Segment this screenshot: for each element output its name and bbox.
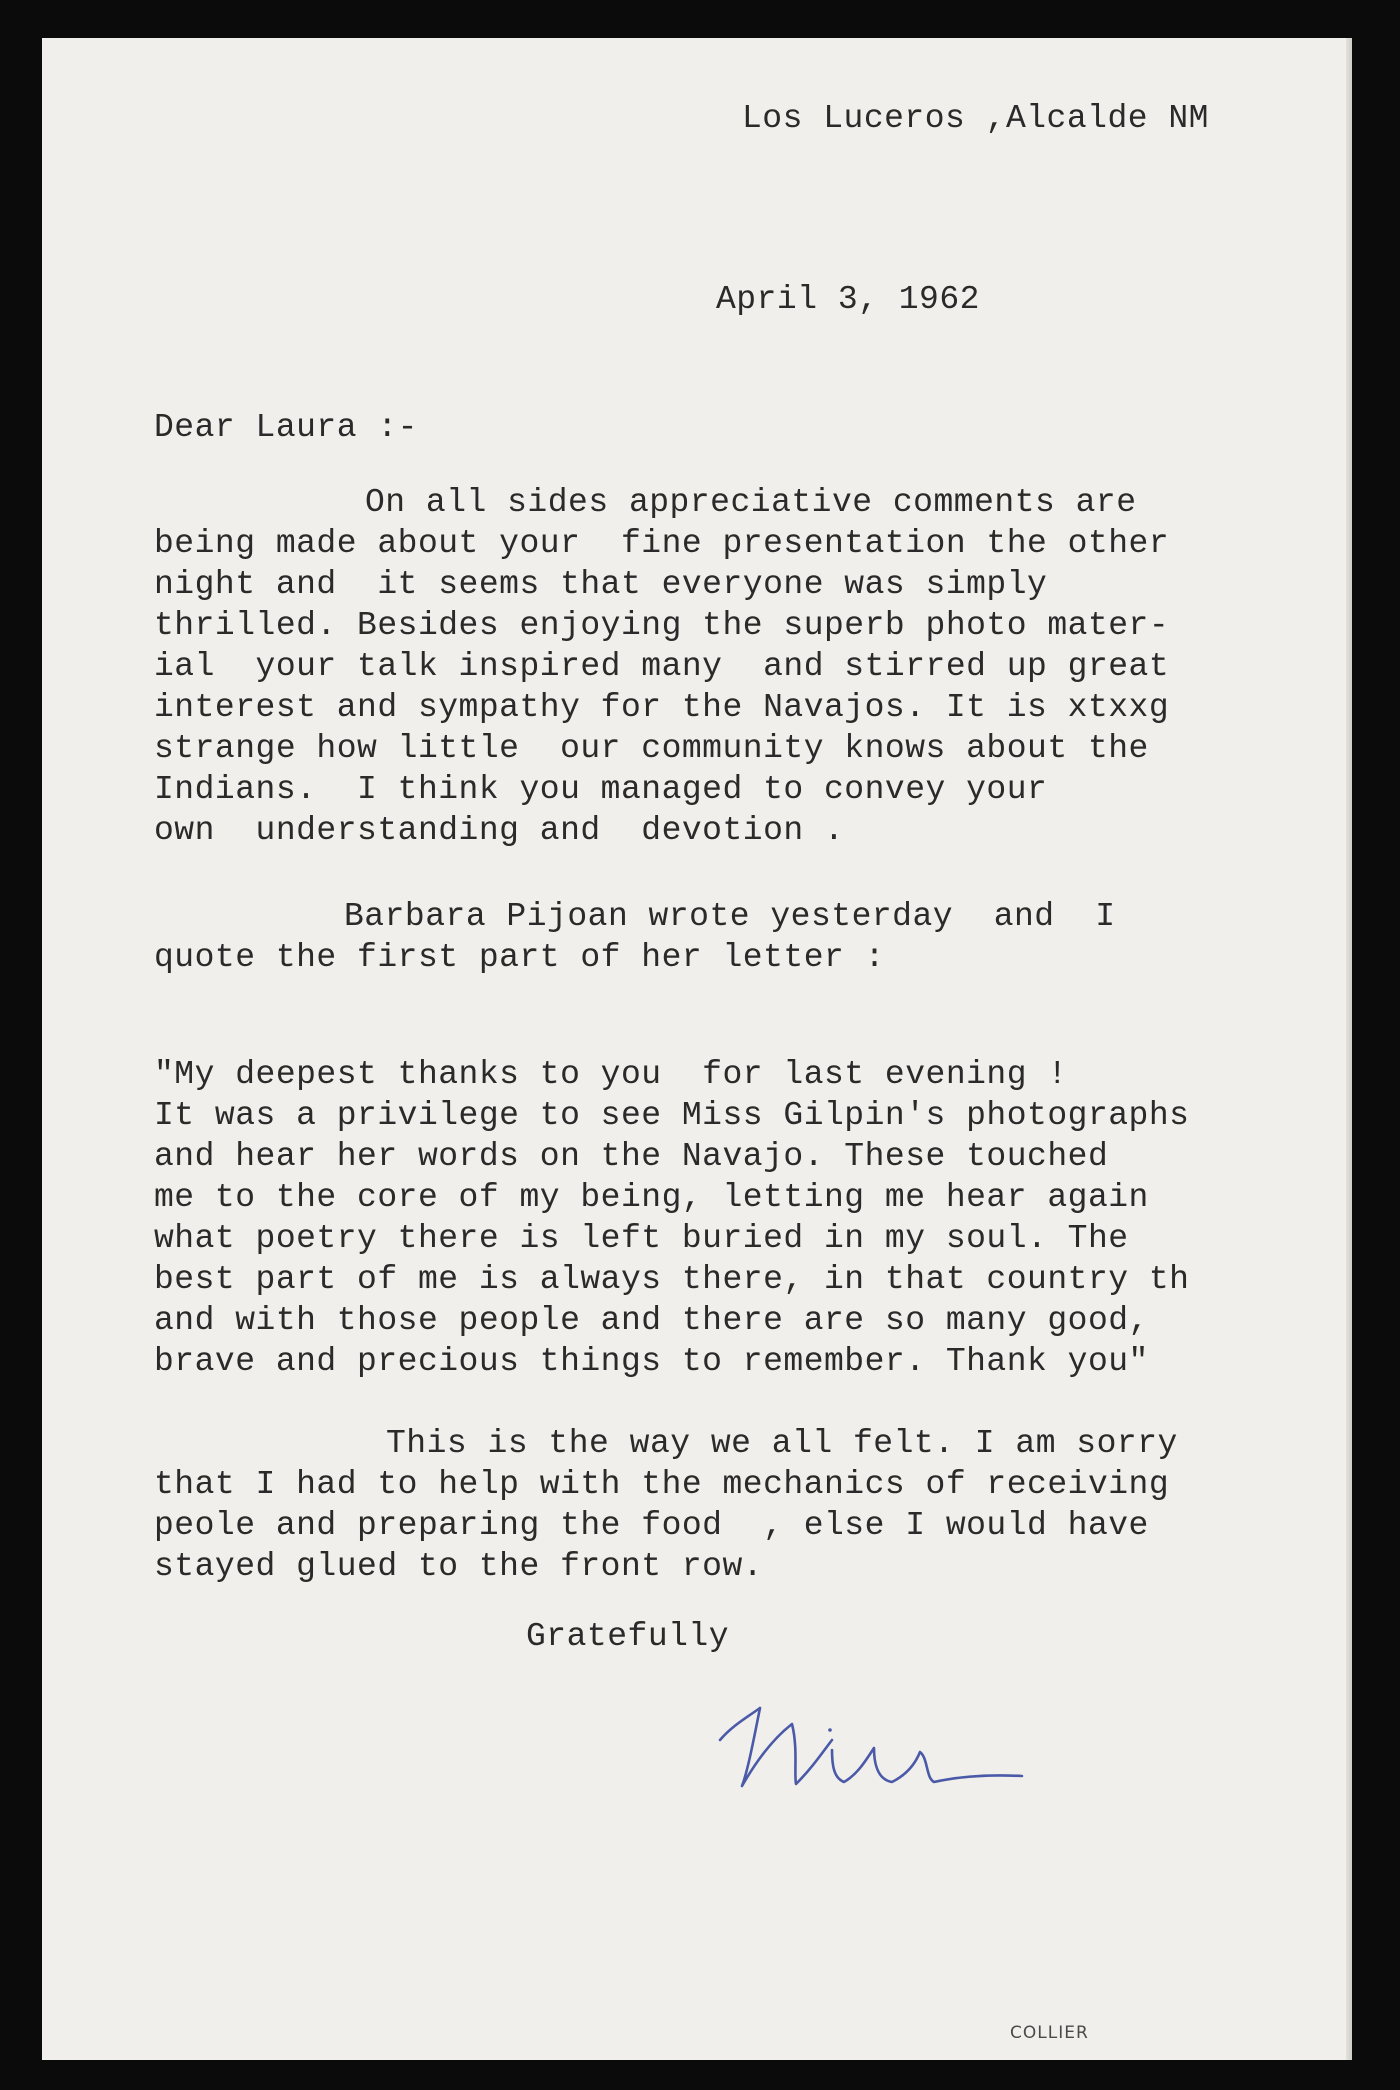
paragraph-line: quote the first part of her letter : <box>154 939 885 976</box>
paragraph-line: Barbara Pijoan wrote yesterday and I <box>344 898 1116 935</box>
paragraph-line: own understanding and devotion . <box>154 812 845 849</box>
quote-line: what poetry there is left buried in my soul. The <box>154 1220 1129 1257</box>
paragraph-line: that I had to help with the mechanics of receiving <box>154 1466 1170 1503</box>
date-line: April 3, 1962 <box>716 281 980 318</box>
closing: Gratefully <box>526 1618 730 1655</box>
quote-line: "My deepest thanks to you for last evening ! <box>154 1056 1068 1093</box>
paragraph-line: interest and sympathy for the Navajos. It is xtxxg <box>154 689 1170 726</box>
quote-line: It was a privilege to see Miss Gilpin's photographs <box>154 1097 1190 1134</box>
quote-line: me to the core of my being, letting me hear again <box>154 1179 1149 1216</box>
paragraph-line: night and it seems that everyone was simply <box>154 566 1048 603</box>
paragraph-line: being made about your fine presentation the other <box>154 525 1170 562</box>
paragraph-line: stayed glued to the front row. <box>154 1548 764 1585</box>
quote-line: best part of me is always there, in that country th <box>154 1261 1190 1298</box>
paragraph-line: ial your talk inspired many and stirred up great <box>154 648 1170 685</box>
letter-page <box>42 38 1352 2060</box>
paragraph-line: thrilled. Besides enjoying the superb photo mater- <box>154 607 1170 644</box>
paragraph-line: strange how little our community knows about the <box>154 730 1149 767</box>
address-line: Los Luceros ,Alcalde NM <box>742 100 1209 137</box>
quote-line: and with those people and there are so many good, <box>154 1302 1149 1339</box>
paragraph-line: Indians. I think you managed to convey your <box>154 771 1048 808</box>
page-edge <box>1346 38 1352 2060</box>
quote-line: brave and precious things to remember. Thank you" <box>154 1343 1149 1380</box>
paragraph-line: peole and preparing the food , else I would have <box>154 1507 1149 1544</box>
signature-image <box>702 1678 1042 1798</box>
paragraph-line: On all sides appreciative comments are <box>365 484 1137 521</box>
paragraph-line: This is the way we all felt. I am sorry <box>386 1425 1178 1462</box>
salutation: Dear Laura :- <box>154 409 418 446</box>
quote-line: and hear her words on the Navajo. These touched <box>154 1138 1109 1175</box>
archive-mark: COLLIER <box>1010 2023 1089 2043</box>
